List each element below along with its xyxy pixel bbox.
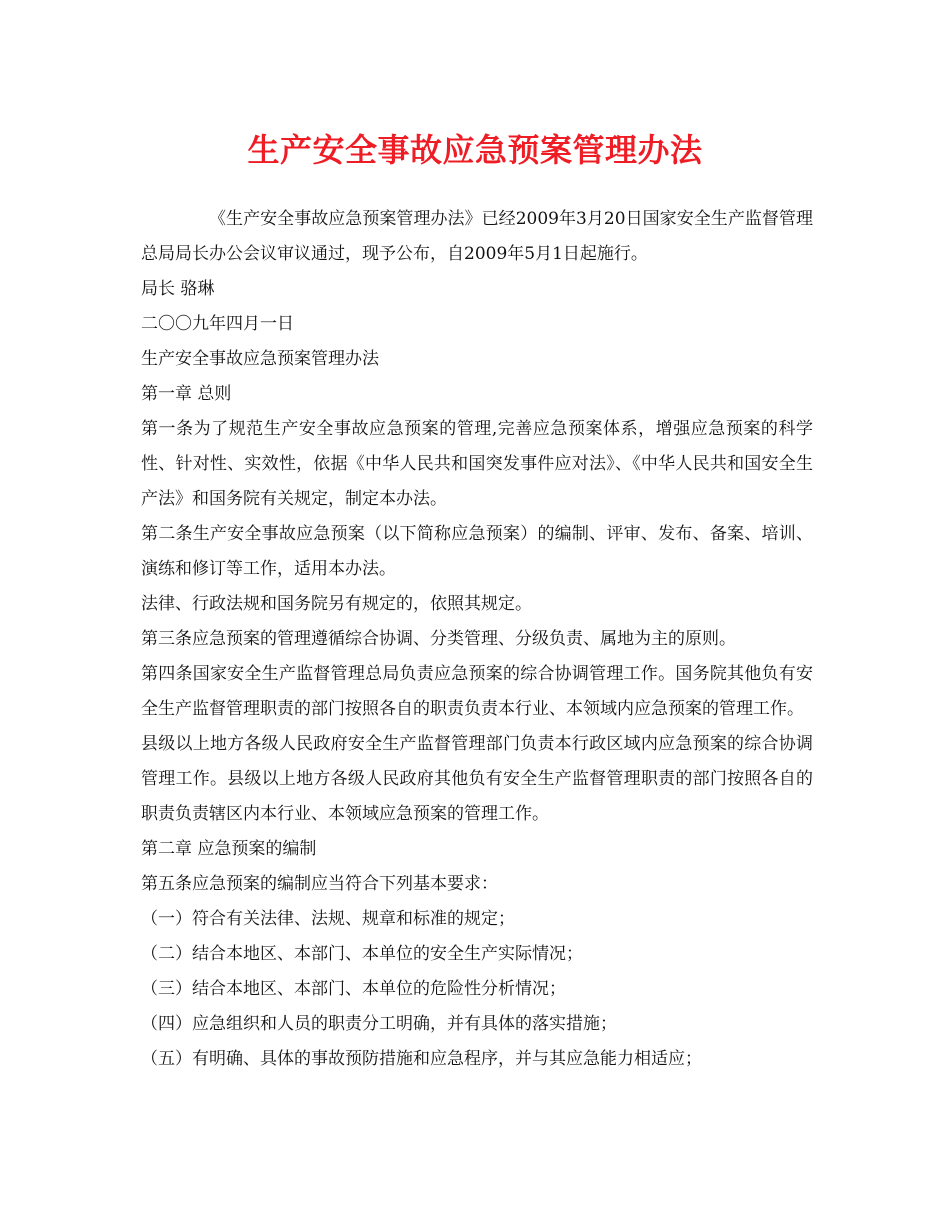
article-paragraph: 法律、行政法规和国务院另有规定的，依照其规定。 [141, 594, 532, 614]
signatory-line: 局长 骆琳 [141, 279, 215, 299]
list-item: （三）结合本地区、本部门、本单位的危险性分析情况； [141, 979, 566, 999]
intro-paragraph: 《生产安全事故应急预案管理办法》已经2009年3月20日国家安全生产监督管理总局局长办公会议审议通过，现予公布，自2009年5月1日起施行。 [141, 209, 813, 264]
article-paragraph: 第二条生产安全事故应急预案（以下简称应急预案）的编制、评审、发布、备案、培训、演练和修订等工作，适用本办法。 [141, 524, 813, 579]
date-line: 二〇〇九年四月一日 [141, 314, 294, 334]
article-paragraph: 第四条国家安全生产监督管理总局负责应急预案的综合协调管理工作。国务院其他负有安全生产监督管理职责的部门按照各自的职责负责本行业、本领域内应急预案的管理工作。 [141, 664, 813, 719]
article-paragraph: 第一条为了规范生产安全事故应急预案的管理,完善应急预案体系，增强应急预案的科学性、针对性、实效性，依据《中华人民共和国突发事件应对法》、《中华人民共和国安全生产法》和国务院有关规定，制定本办法。 [141, 419, 813, 509]
chapter-heading: 第一章 总则 [141, 384, 232, 404]
article-paragraph: 第五条应急预案的编制应当符合下列基本要求： [141, 874, 498, 894]
list-item: （四）应急组织和人员的职责分工明确，并有具体的落实措施； [141, 1014, 617, 1034]
list-item: （一）符合有关法律、法规、规章和标准的规定； [141, 909, 515, 929]
document-subtitle: 生产安全事故应急预案管理办法 [141, 349, 379, 369]
document-title: 生产安全事故应急预案管理办法 [247, 131, 703, 169]
list-item: （二）结合本地区、本部门、本单位的安全生产实际情况； [141, 944, 583, 964]
document-body [141, 202, 813, 1077]
chapter-heading: 第二章 应急预案的编制 [141, 839, 317, 859]
article-paragraph: 第三条应急预案的管理遵循综合协调、分类管理、分级负责、属地为主的原则。 [141, 629, 736, 649]
list-item: （五）有明确、具体的事故预防措施和应急程序，并与其应急能力相适应； [141, 1049, 702, 1069]
article-paragraph: 县级以上地方各级人民政府安全生产监督管理部门负责本行政区域内应急预案的综合协调管理工作。县级以上地方各级人民政府其他负有安全生产监督管理职责的部门按照各自的职责负责辖区内本行业、本领域应急预案的管理工作。 [141, 734, 813, 824]
